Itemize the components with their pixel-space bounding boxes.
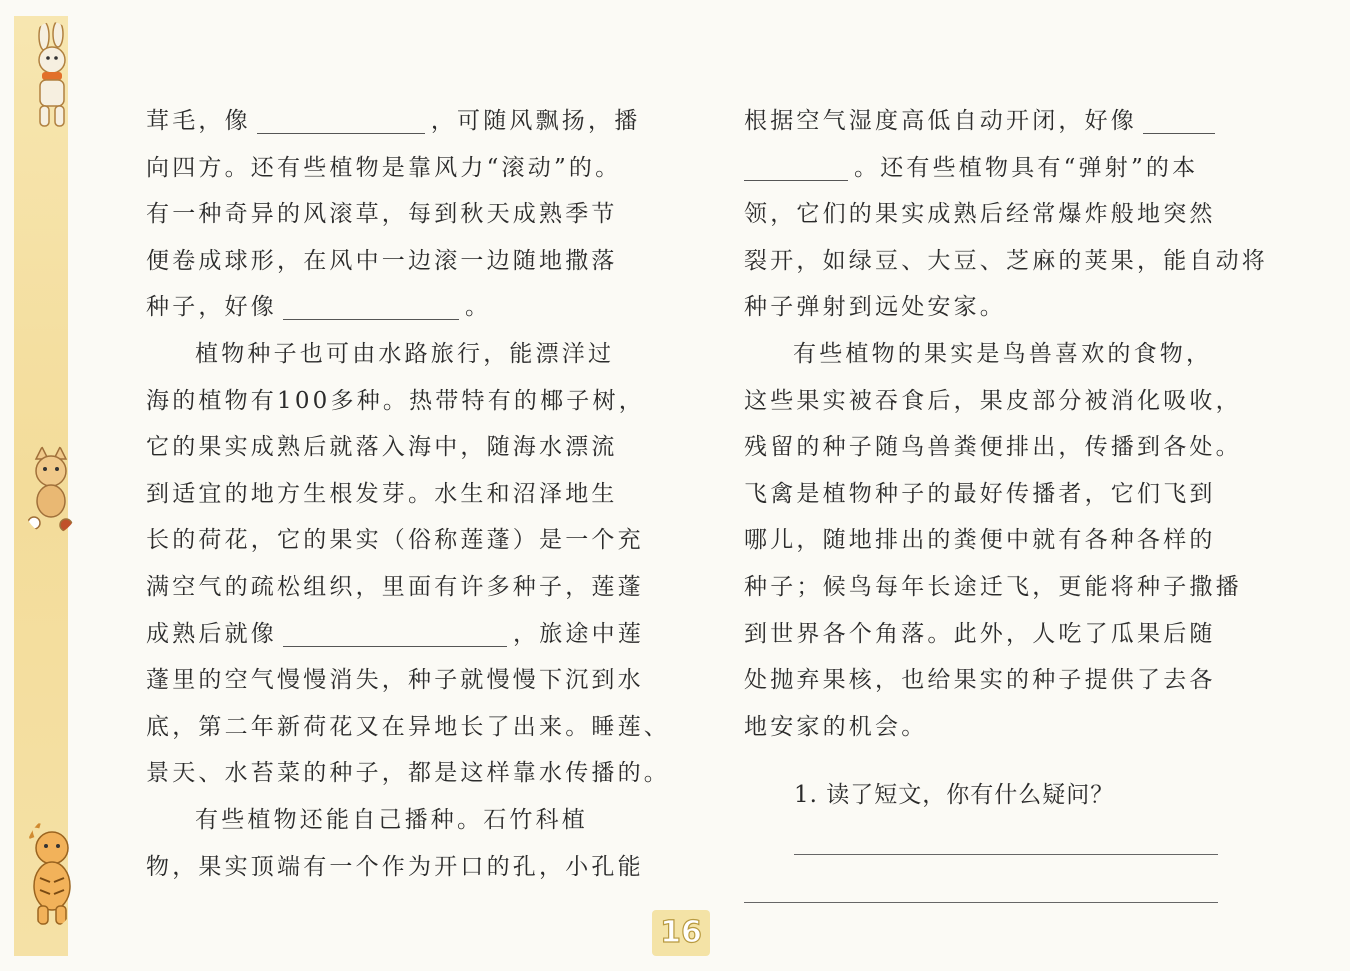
text-line: 种子，好像 。 (146, 284, 622, 331)
tiger-mascot-icon (22, 818, 80, 928)
fill-in-blank[interactable] (1143, 103, 1215, 134)
text-line: 哪儿，随地排出的粪便中就有各种各样的 (744, 527, 1216, 554)
text-line: 种子；候鸟每年长途迁飞，更能将种子撒播 (744, 573, 1242, 600)
text-line: 成熟后就像 ，旅途中莲 (146, 611, 622, 658)
text-line: 长的荷花，它的果实（俗称莲蓬）是一个充 (146, 527, 644, 554)
paragraph-start: 有些植物的果实是鸟兽喜欢的食物， (793, 340, 1213, 367)
text-line: 景天、水苔菜的种子，都是这样靠水传播的。 (146, 760, 670, 787)
question-prompt: 1. 读了短文，你有什么疑问？ (794, 782, 1115, 808)
text-line: 便卷成球形，在风中一边滚一边随地撒落 (146, 247, 618, 274)
text-line: 满空气的疏松组织，里面有许多种子，莲蓬 (146, 573, 644, 600)
answer-line[interactable] (744, 902, 1218, 903)
text-line: 有一种奇异的风滚草，每到秋天成熟季节 (146, 201, 618, 228)
answer-line[interactable] (794, 854, 1218, 855)
fill-in-blank[interactable] (283, 289, 459, 320)
text-line: 向四方。还有些植物是靠风力“滚动”的。 (146, 154, 622, 181)
text-line: 处抛弃果核，也给果实的种子提供了去各 (744, 667, 1216, 694)
text-line: 底，第二年新荷花又在异地长了出来。睡莲、 (146, 713, 670, 740)
cat-mascot-icon (20, 445, 82, 535)
text-line: 海的植物有100多种。热带特有的椰子树， (146, 387, 645, 414)
fill-in-blank[interactable] (744, 150, 848, 181)
paragraph-start: 有些植物还能自己播种。石竹科植 (195, 806, 588, 833)
right-text-column (744, 98, 1268, 750)
text-line: 蓬里的空气慢慢消失，种子就慢慢下沉到水 (146, 667, 644, 694)
text-line: 。还有些植物具有“弹射”的本 (744, 145, 1220, 192)
left-text-column (146, 98, 670, 890)
text-line: 到适宜的地方生根发芽。水生和沼泽地生 (146, 480, 618, 507)
text-line: 到世界各个角落。此外，人吃了瓜果后随 (744, 620, 1216, 647)
fill-in-blank[interactable] (257, 103, 425, 134)
text-line: 物，果实顶端有一个作为开口的孔，小孔能 (146, 853, 644, 880)
page-number: 16 (652, 910, 710, 956)
text-line: 根据空气湿度高低自动开闭，好像 (744, 98, 1220, 145)
text-line: 地安家的机会。 (744, 713, 928, 740)
text-line: 这些果实被吞食后，果皮部分被消化吸收， (744, 387, 1242, 414)
text-line: 茸毛，像 ，可随风飘扬，播 (146, 98, 622, 145)
text-line: 飞禽是植物种子的最好传播者，它们飞到 (744, 480, 1216, 507)
text-line: 它的果实成熟后就落入海中，随海水漂流 (146, 434, 618, 461)
paragraph-start: 植物种子也可由水路旅行，能漂洋过 (195, 340, 615, 367)
rabbit-mascot-icon (22, 22, 82, 132)
fill-in-blank[interactable] (283, 616, 507, 647)
text-line: 裂开，如绿豆、大豆、芝麻的荚果，能自动将 (744, 247, 1268, 274)
text-line: 残留的种子随鸟兽粪便排出，传播到各处。 (744, 434, 1242, 461)
text-line: 领，它们的果实成熟后经常爆炸般地突然 (744, 201, 1216, 228)
text-line: 种子弹射到远处安家。 (744, 294, 1006, 321)
